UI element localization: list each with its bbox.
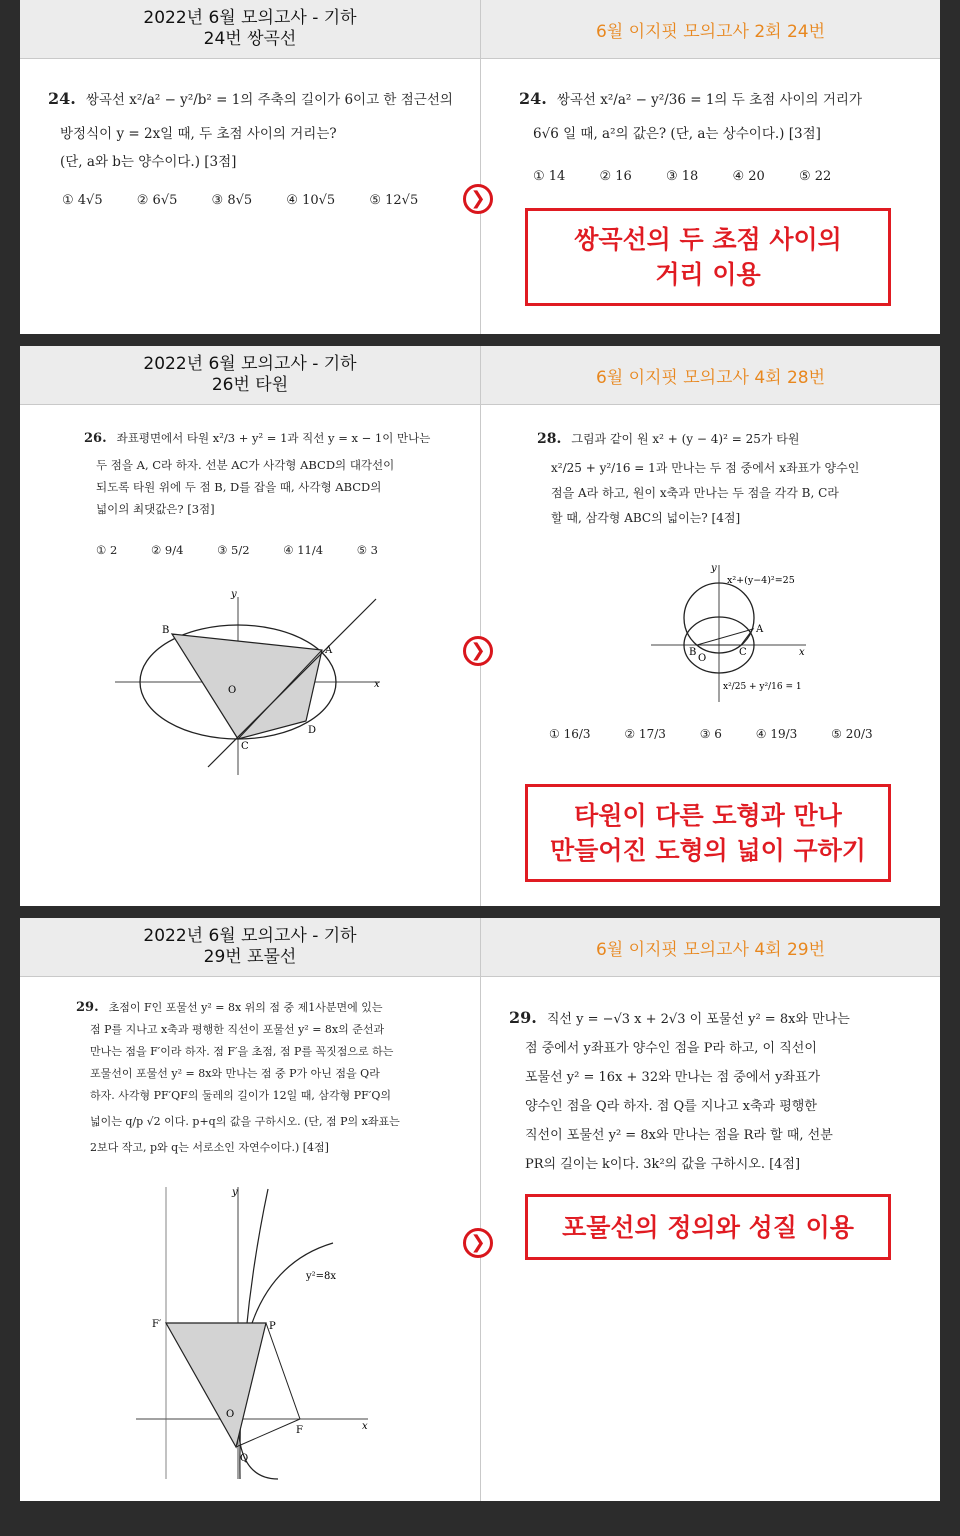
chevron-right-circle-icon: ❯ <box>463 184 493 214</box>
problem-line: 6√6 일 때, a²의 값은? (단, a는 상수이다.) [3점] <box>533 126 821 142</box>
problem-line: 2보다 작고, p와 q는 서로소인 자연수이다.) [4점] <box>90 1141 329 1154</box>
label-point-f-prime: F′ <box>152 1319 162 1330</box>
problem-line: 점을 A라 하고, 원이 x축과 만나는 두 점을 각각 B, C라 <box>551 486 839 500</box>
label-point-p: P <box>269 1321 276 1332</box>
label-point-b: B <box>162 625 170 636</box>
circle-equation-label: x²+(y−4)²=25 <box>727 575 795 586</box>
problem-number: 29. <box>76 1000 99 1015</box>
left-problem <box>20 405 480 906</box>
problem-line: x²/25 + y²/16 = 1과 만나는 두 점 중에서 x좌표가 양수인 <box>551 461 860 475</box>
label-point-b: B <box>689 647 697 658</box>
choice: ③ 6 <box>699 727 722 741</box>
callout-line1: 타원이 다른 도형과 만나 <box>574 801 842 830</box>
problem-line: 만나는 점을 F′이라 하자. 점 F′을 초점, 점 P를 꼭짓점으로 하는 <box>90 1045 394 1058</box>
problem-line: PR의 길이는 k이다. 3k²의 값을 구하시오. [4점] <box>525 1157 801 1172</box>
left-problem <box>20 59 480 334</box>
choice: ③ 18 <box>665 169 699 184</box>
problem-number: 29. <box>509 1008 537 1027</box>
problem-line: 포물선이 포물선 y² = 8x와 만나는 점 중 P가 아닌 점을 Q라 <box>90 1067 380 1080</box>
problem-line: 쌍곡선 x²/a² − y²/36 = 1의 두 초점 사이의 거리가 <box>556 92 863 108</box>
left-header <box>20 918 480 977</box>
problem-line: 점 중에서 y좌표가 양수인 점을 P라 하고, 이 직선이 <box>525 1041 817 1056</box>
problem-line: 양수인 점을 Q라 하자. 점 Q를 지나고 x축과 평행한 <box>525 1099 817 1114</box>
choice: ③ 8√5 <box>211 193 253 208</box>
axis-label-y: y <box>232 1187 238 1198</box>
choice: ④ 19/3 <box>755 727 798 741</box>
problem-line: 두 점을 A, C라 하자. 선분 AC가 사각형 ABCD의 대각선이 <box>96 458 395 472</box>
choice: ④ 10√5 <box>286 193 336 208</box>
label-point-d: D <box>308 725 317 736</box>
left-header-line1: 2022년 6월 모의고사 - 기하 <box>143 354 357 374</box>
problem-number: 28. <box>537 431 562 447</box>
left-header-line2: 26번 타원 <box>211 375 289 395</box>
answer-choices <box>96 543 408 557</box>
chevron-right-circle-icon: ❯ <box>463 636 493 666</box>
choice: ② 17/3 <box>624 727 666 741</box>
choice: ② 16 <box>599 169 632 184</box>
ellipse-equation-label: x²/25 + y²/16 = 1 <box>723 682 802 692</box>
axis-label-y: y <box>711 563 717 574</box>
answer-choices <box>549 727 903 741</box>
choice: ② 6√5 <box>136 193 178 208</box>
left-problem <box>20 977 480 1501</box>
problem-number: 24. <box>519 89 547 108</box>
problem-line: 좌표평면에서 타원 x²/3 + y² = 1과 직선 y = x − 1이 만나는 <box>116 431 431 445</box>
label-origin: O <box>228 685 237 696</box>
choice: ⑤ 3 <box>356 543 378 557</box>
choice: ① 2 <box>96 543 118 557</box>
axis-label-x: x <box>374 679 380 690</box>
problem-line: 초점이 F인 포물선 y² = 8x 위의 점 중 제1사분면에 있는 <box>108 1001 383 1014</box>
choice: ② 9/4 <box>150 543 184 557</box>
left-header-line1: 2022년 6월 모의고사 - 기하 <box>143 926 357 946</box>
key-point-callout <box>525 208 891 306</box>
choice: ① 14 <box>533 169 566 184</box>
left-header-line2: 24번 쌍곡선 <box>203 29 297 49</box>
choice: ③ 5/2 <box>217 543 250 557</box>
right-header: 6월 이지핏 모의고사 4회 28번 <box>481 346 940 405</box>
label-point-q: Q <box>240 1453 249 1464</box>
choice: ⑤ 22 <box>798 169 832 184</box>
label-point-f: F <box>296 1425 303 1436</box>
label-point-c: C <box>241 741 249 752</box>
parabola-figure <box>128 1181 388 1481</box>
label-point-c: C <box>739 647 747 658</box>
problem-line: 넓이는 q/p √2 이다. p+q의 값을 구하시오. (단, 점 P의 x좌표는 <box>90 1115 400 1128</box>
problem-line: 되도록 타원 위에 두 점 B, D를 잡을 때, 사각형 ABCD의 <box>96 480 382 494</box>
problem-line: 방정식이 y = 2x일 때, 두 초점 사이의 거리는? <box>60 126 337 142</box>
callout-line2: 거리 이용 <box>655 260 761 289</box>
problem-number: 26. <box>84 431 107 446</box>
problem-line: 그림과 같이 원 x² + (y − 4)² = 25가 타원 <box>571 432 800 446</box>
problem-line: 점 P를 지나고 x축과 평행한 직선이 포물선 y² = 8x의 준선과 <box>90 1023 385 1036</box>
problem-line: (단, a와 b는 양수이다.) [3점] <box>60 154 237 170</box>
choice: ④ 11/4 <box>283 543 324 557</box>
section-ellipse <box>20 346 940 906</box>
section-parabola <box>20 918 940 1501</box>
chevron-right-circle-icon: ❯ <box>463 1228 493 1258</box>
problem-line: 하자. 사각형 PF′QF의 둘레의 길이가 12일 때, 삼각형 PF′Q의 <box>90 1089 391 1102</box>
answer-choices <box>533 169 861 184</box>
choice: ④ 20 <box>732 169 765 184</box>
problem-line: 넓이의 최댓값은? [3점] <box>96 502 215 516</box>
callout-line1: 쌍곡선의 두 초점 사이의 <box>574 225 842 254</box>
left-header-line2: 29번 포물선 <box>203 947 297 967</box>
circle-ellipse-figure <box>631 557 831 707</box>
choice: ⑤ 12√5 <box>369 193 419 208</box>
problem-line: 포물선 y² = 16x + 32와 만나는 점 중에서 y좌표가 <box>525 1070 821 1085</box>
ellipse-figure <box>110 587 410 787</box>
right-header: 6월 이지핏 모의고사 2회 24번 <box>481 0 940 59</box>
problem-line: 쌍곡선 x²/a² − y²/b² = 1의 주축의 길이가 6이고 한 점근선의 <box>85 92 453 108</box>
label-origin: O <box>226 1409 235 1420</box>
answer-choices <box>62 193 448 208</box>
axis-label-x: x <box>362 1421 368 1432</box>
problem-line: 직선이 포물선 y² = 8x와 만나는 점을 R라 할 때, 선분 <box>525 1128 833 1143</box>
section-hyperbola <box>20 0 940 334</box>
callout-line2: 만들어진 도형의 넓이 구하기 <box>550 836 866 865</box>
key-point-callout <box>525 784 891 882</box>
axis-label-x: x <box>799 647 805 658</box>
left-header <box>20 0 480 59</box>
choice: ① 16/3 <box>549 727 591 741</box>
label-point-a: A <box>756 624 764 635</box>
right-header: 6월 이지핏 모의고사 4회 29번 <box>481 918 940 977</box>
label-point-a: A <box>325 645 333 656</box>
callout-line1: 포물선의 정의와 성질 이용 <box>562 1212 854 1242</box>
key-point-callout <box>525 1194 891 1260</box>
problem-line: 할 때, 삼각형 ABC의 넓이는? [4점] <box>551 511 741 525</box>
choice: ① 4√5 <box>62 193 103 208</box>
label-origin: O <box>698 653 707 664</box>
choice: ⑤ 20/3 <box>831 727 873 741</box>
left-header-line1: 2022년 6월 모의고사 - 기하 <box>143 8 357 28</box>
curve-equation-label: y²=8x <box>306 1271 337 1282</box>
left-header <box>20 346 480 405</box>
problem-line: 직선 y = −√3 x + 2√3 이 포물선 y² = 8x와 만나는 <box>546 1012 850 1027</box>
axis-label-y: y <box>231 589 237 600</box>
problem-number: 24. <box>48 89 76 108</box>
